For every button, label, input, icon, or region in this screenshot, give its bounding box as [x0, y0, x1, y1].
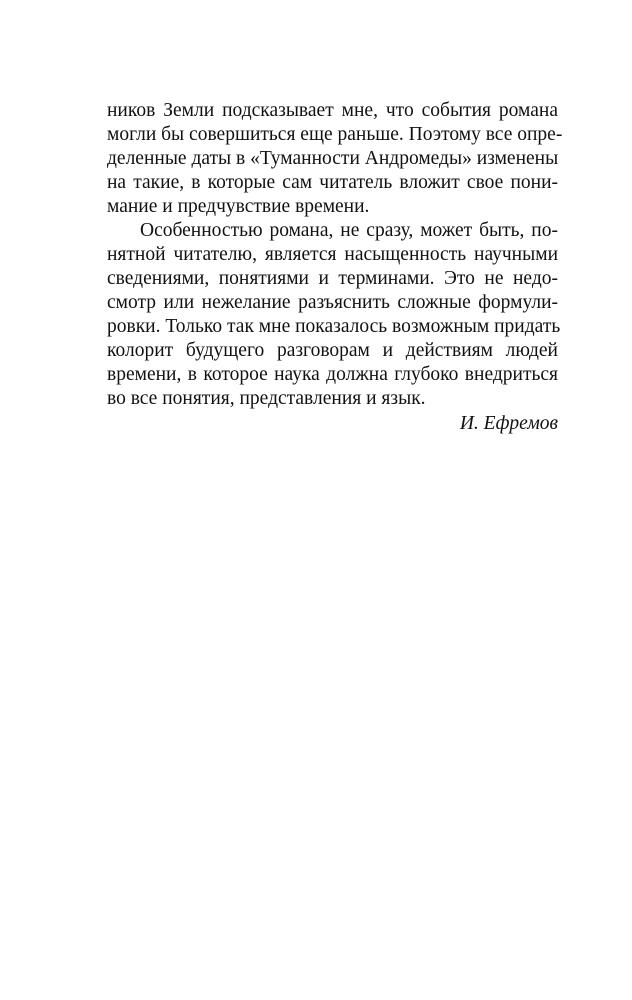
- text-line: во все понятия, представления и язык.: [107, 388, 426, 409]
- paragraph-2: [107, 219, 561, 411]
- author-signature: И. Ефремов: [459, 413, 558, 434]
- text-line: Особенностью романа, не сразу, может быть, по-: [140, 220, 558, 241]
- text-line: ников Земли подсказывает мне, что события романа: [107, 100, 558, 121]
- text-line: смотр или нежелание разъяснить сложные формули-: [107, 292, 558, 313]
- text-line: ровки. Только так мне показалось возможным придать: [107, 316, 561, 337]
- text-line: времени, в которое наука должна глубоко внедриться: [107, 364, 558, 385]
- text-line: нятной читателю, является насыщенность научными: [107, 244, 558, 265]
- text-line: колорит будущего разговорам и действиям людей: [107, 340, 558, 361]
- text-line: на такие, в которые сам читатель вложит свое пони-: [107, 172, 558, 193]
- text-line: сведениями, понятиями и терминами. Это не недо-: [107, 268, 558, 289]
- text-line: мание и предчувствие времени.: [107, 196, 370, 217]
- book-page: [107, 99, 563, 437]
- text-line: деленные даты в «Туманности Андромеды» изменены: [107, 148, 559, 169]
- text-line: могли бы совершиться еще раньше. Поэтому все опре-: [107, 124, 563, 145]
- paragraph-1: [107, 99, 563, 219]
